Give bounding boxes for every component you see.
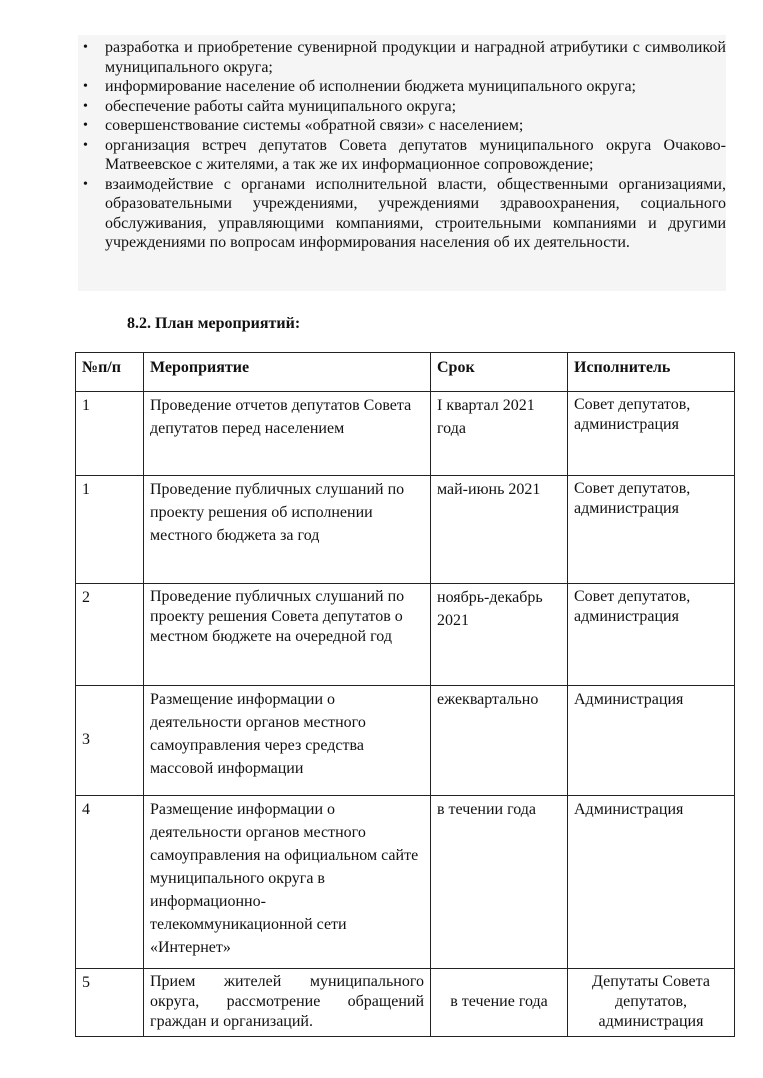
cell-term: ежеквартально: [431, 686, 568, 796]
cell-number: 5: [76, 969, 144, 1037]
bullet-list: [78, 38, 726, 253]
cell-executor: Администрация: [568, 796, 735, 969]
list-item: [78, 136, 726, 175]
cell-executor: Администрация: [568, 686, 735, 796]
column-header-number: №п/п: [76, 353, 144, 392]
cell-executor: Совет депутатов, администрация: [568, 392, 735, 476]
list-item-text: разработка и приобретение сувенирной продукции и наградной атрибутики с символикой муниципального округа;: [105, 39, 726, 76]
table-row: [76, 686, 735, 796]
bullet-icon: •: [83, 40, 88, 55]
list-item: [78, 175, 726, 253]
bullet-icon: •: [83, 118, 88, 133]
cell-number: 1: [76, 392, 144, 476]
table-header-row: [76, 353, 735, 392]
section-heading: 8.2. План мероприятий:: [127, 315, 301, 332]
cell-term: в течении года: [431, 796, 568, 969]
events-plan-table: [75, 352, 735, 1037]
cell-term: I квартал 2021 года: [431, 392, 568, 476]
list-item-text: взаимодействие с органами исполнительной власти, общественными организациями, образовательными учреждениями, учреждениями здравоохранения, социального обслуживания, управляющими компаниями, строительными компаниями и другими учреждениями по вопросам информирования населения об их деятельности.: [105, 175, 726, 251]
cell-term: в течение года: [431, 969, 568, 1037]
table-row: [76, 476, 735, 584]
table-row: [76, 584, 735, 686]
cell-event: Проведение публичных слушаний по проекту решения об исполнении местного бюджета за год: [144, 476, 431, 584]
cell-number: 2: [76, 584, 144, 686]
table-row: [76, 969, 735, 1037]
bullet-list-block: [78, 35, 726, 291]
cell-term: ноябрь-декабрь 2021: [431, 584, 568, 686]
cell-number: 1: [76, 476, 144, 584]
list-item-text: организация встреч депутатов Совета депутатов муниципального округа Очаково-Матвеевское с жителями, а так же их информационное сопровождение;: [105, 136, 726, 173]
list-item: [78, 38, 726, 77]
bullet-icon: •: [83, 176, 88, 192]
list-item-text: информирование население об исполнении бюджета муниципального округа;: [105, 78, 636, 95]
cell-event: Прием жителей муниципального округа, рассмотрение обращений граждан и организаций.: [144, 969, 431, 1037]
list-item: [78, 116, 726, 136]
cell-event: Проведение публичных слушаний по проекту решения Совета депутатов о местном бюджете на очередной год: [144, 584, 431, 686]
list-item-text: совершенствование системы «обратной связи» с населением;: [105, 117, 524, 134]
cell-executor: Совет депутатов, администрация: [568, 476, 735, 584]
list-item: [78, 97, 726, 117]
cell-term: май-июнь 2021: [431, 476, 568, 584]
table-row: [76, 392, 735, 476]
cell-event: Проведение отчетов депутатов Совета депутатов перед населением: [144, 392, 431, 476]
bullet-icon: •: [83, 79, 88, 94]
cell-event: Размещение информации о деятельности органов местного самоуправления на официальном сайте муниципального округа в информационно-телекоммуникационной сети «Интернет»: [144, 796, 431, 969]
column-header-term: Срок: [431, 353, 568, 392]
cell-number: 3: [76, 686, 144, 796]
list-item: [78, 77, 726, 97]
cell-event: Размещение информации о деятельности органов местного самоуправления через средства массовой информации: [144, 686, 431, 796]
bullet-icon: •: [83, 98, 88, 114]
cell-number: 4: [76, 796, 144, 969]
column-header-event: Мероприятие: [144, 353, 431, 392]
cell-executor: Совет депутатов, администрация: [568, 584, 735, 686]
table-row: [76, 796, 735, 969]
bullet-icon: •: [83, 137, 88, 153]
cell-executor: Депутаты Совета депутатов, администрация: [568, 969, 735, 1037]
column-header-executor: Исполнитель: [568, 353, 735, 392]
list-item-text: обеспечение работы сайта муниципального округа;: [105, 97, 457, 115]
